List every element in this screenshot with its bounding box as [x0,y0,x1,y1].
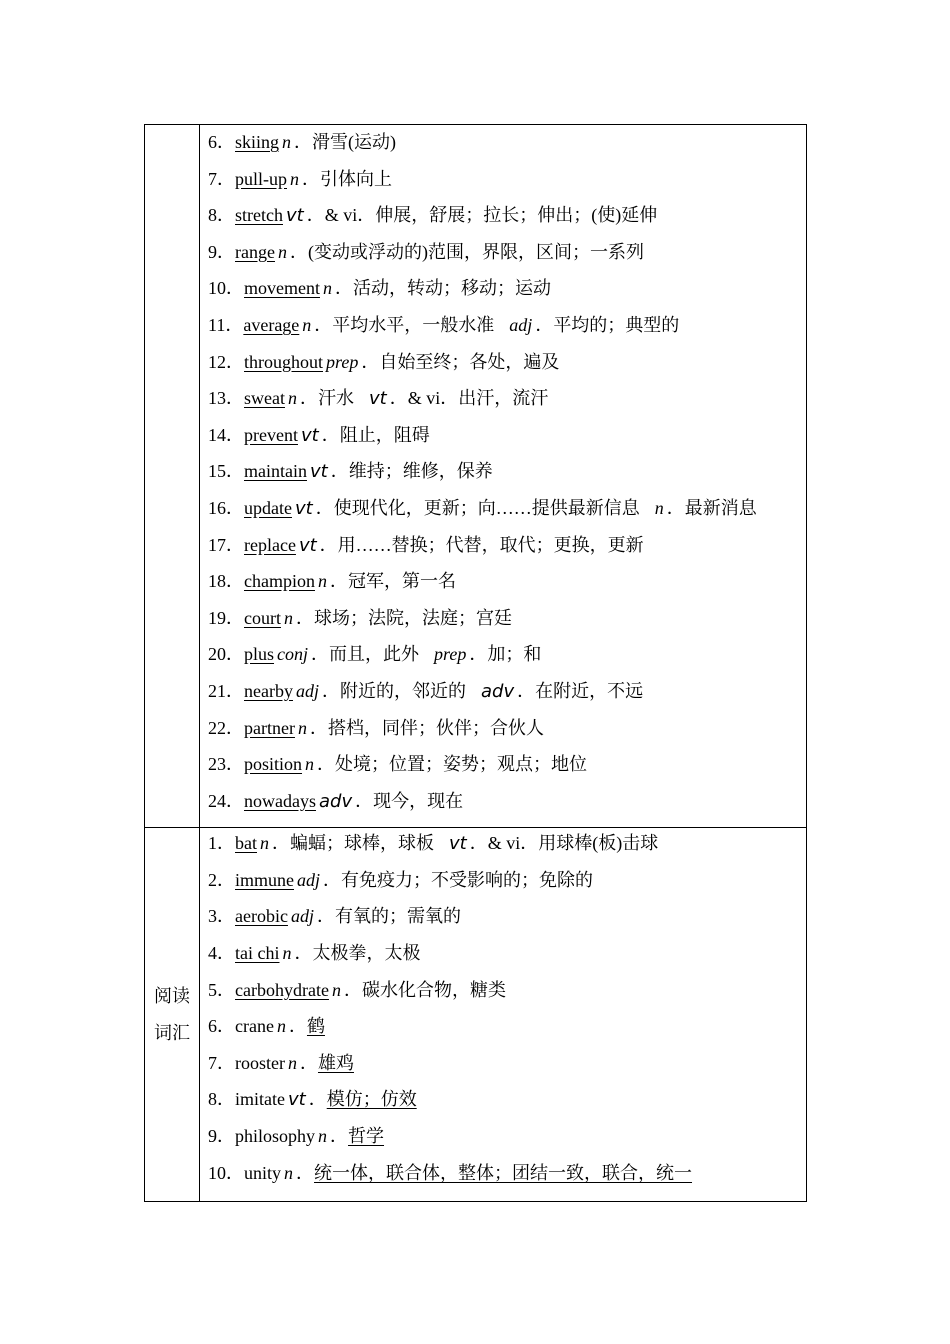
vocab-entry: 21．nearby adj ．附近的，邻近的 adv ．在附近，不远 [208,680,644,702]
part-of-speech: n [297,717,307,738]
entry-word: immune [235,869,294,890]
entry-meaning: 哲学 [348,1126,385,1147]
vocab-entry: 3．aerobic adj ．有氧的；需氧的 [208,906,461,927]
entry-meaning: 碳水化合物，糖类 [361,979,506,1000]
entry-meaning: & vi．伸展，舒展；拉长；伸出；(使)延伸 [324,205,658,226]
vocab-entry: 14．prevent vt ．阻止，阻碍 [208,424,430,446]
entry-meaning: 有氧的；需氧的 [334,906,461,927]
part-of-speech: vt [300,424,319,446]
entry-meaning: (变动或浮动的)范围，界限，区间；一系列 [307,241,644,262]
entry-word: update [244,497,292,518]
vocab-entry: 1．bat n ．蝙蝠；球棒，球板 vt ．& vi．用球棒(板)击球 [208,833,659,855]
entry-meaning: 自始至终；各处，遍及 [379,351,560,372]
vocab-entry: 16．update vt ．使现代化，更新；向……提供最新信息 n ．最新消息 [208,497,757,519]
entry-word: partner [244,717,295,738]
entry-number: 9． [208,1126,235,1147]
entry-number: 24． [208,790,244,811]
entry-word: philosophy [235,1126,316,1147]
entry-number: 11． [208,314,244,335]
vocab-entry: 2．immune adj ．有免疫力；不受影响的；免除的 [208,869,594,890]
entry-meaning: 有免疫力；不受影响的；免除的 [341,869,594,890]
part-of-speech: n [290,168,299,189]
part-of-speech: n [305,754,315,775]
part-of-speech: prep [434,644,467,665]
vocab-entry: 22．partner n ．搭档，同伴；伙伴；合伙人 [208,717,544,738]
entry-word: movement [244,278,320,299]
entry-meaning: 汗水 [317,388,354,409]
entry-word: maintain [244,461,307,482]
entry-meaning: 用……替换；代替，取代；更换，更新 [337,534,644,555]
vocab-entry: 10．unity n ．统一体，联合体，整体；团结一致，联合，统一 [208,1162,693,1183]
section-label-line: 阅读 [154,985,190,1006]
vocab-entry: 19．court n ．球场；法院，法庭；宫廷 [208,607,512,628]
entry-meaning: 现今，现在 [373,790,464,811]
vocab-entry: 13．sweat n ．汗水 vt ．& vi．出汗，流汗 [208,388,549,410]
entry-meaning: 在附近，不远 [535,680,644,701]
entry-word: court [244,607,281,628]
part-of-speech: adj [297,869,321,890]
part-of-speech: vt [309,461,328,483]
part-of-speech: n [331,979,341,1000]
vocab-entry: 4．tai chi n ．太极拳，太极 [208,943,421,964]
entry-word: skiing [235,132,280,152]
part-of-speech: n [287,388,297,409]
part-of-speech: n [282,943,292,964]
entry-number: 5． [208,979,235,1000]
entry-meaning: 鹤 [306,1016,325,1037]
entry-number: 17． [208,534,244,555]
entry-meaning: 雄鸡 [317,1052,354,1073]
entry-number: 21． [208,680,244,701]
entry-number: 7． [208,1052,235,1073]
vocab-entry: 6．crane n ．鹤 [208,1016,325,1037]
entry-meaning: 最新消息 [684,497,757,518]
part-of-speech: n [287,1052,297,1073]
vocab-entry: 18．champion n ．冠军，第一名 [208,571,456,592]
section-label [145,828,200,1202]
entry-meaning: 而且，此外 [329,644,420,665]
entry-word: sweat [244,388,285,409]
part-of-speech: adj [295,680,319,701]
part-of-speech: n [260,833,269,854]
entry-meaning: 平均水平，一般水准 [332,314,495,335]
entry-number: 8． [208,1089,235,1110]
entry-meaning: 处境；位置；姿势；观点；地位 [335,754,588,775]
entry-meaning: 太极拳，太极 [312,943,421,964]
vocab-entry: 15．maintain vt ．维持；维修，保养 [208,461,493,483]
entry-meaning: 引体向上 [320,168,392,189]
entry-word: imitate [235,1089,285,1110]
vocab-entry: 9．philosophy n ．哲学 [208,1126,385,1147]
section-row [145,828,807,1202]
entry-meaning: & vi．用球棒(板)击球 [487,833,659,854]
entry-word: range [235,241,275,262]
entry-meaning: 统一体，联合体，整体；团结一致，联合，统一 [314,1162,693,1183]
entry-word: throughout [244,351,323,372]
entry-meaning: 冠军，第一名 [347,571,456,592]
vocab-entry: 7．pull-up n ．引体向上 [208,168,392,189]
entry-meaning: & vi．出汗，流汗 [407,388,549,409]
entry-number: 10． [208,278,244,299]
entry-word: prevent [244,424,298,445]
vocab-entry: 20．plus conj ．而且，此外 prep ．加；和 [208,644,542,665]
entry-number: 7． [208,168,235,189]
vocab-entry: 7．rooster n ．雄鸡 [208,1052,354,1073]
entry-number: 13． [208,388,244,409]
vocab-entry: 12．throughout prep ．自始至终；各处，遍及 [208,351,560,372]
entry-word: position [244,754,303,775]
vocab-entry: 8．imitate vt ．模仿；仿效 [208,1089,417,1111]
entries-cell [200,828,807,1202]
part-of-speech: vt [368,388,387,410]
vocab-entry: 11．average n ．平均水平，一般水准 adj ．平均的；典型的 [208,314,680,335]
part-of-speech: n [318,1126,328,1147]
entry-meaning: 蝙蝠；球棒，球板 [290,833,434,854]
part-of-speech: n [322,278,332,299]
entry-word: stretch [235,205,283,226]
entry-meaning: 滑雪(运动) [312,132,397,152]
entry-word: carbohydrate [235,979,329,1000]
entry-number: 1． [208,833,235,854]
vocab-entry: 6．skiing n ．滑雪(运动) [208,132,397,152]
entry-word: crane [235,1016,274,1037]
part-of-speech: adv [481,680,515,702]
entry-number: 23． [208,754,244,775]
entry-word: nearby [244,680,293,701]
vocab-entry: 10．movement n ．活动，转动；移动；运动 [208,278,551,299]
entry-number: 14． [208,424,244,445]
entry-number: 12． [208,351,244,372]
entry-number: 15． [208,461,244,482]
entry-number: 22． [208,717,244,738]
entry-word: replace [244,534,296,555]
vocab-entry: 23．position n ．处境；位置；姿势；观点；地位 [208,754,588,775]
entry-number: 16． [208,497,244,518]
entry-number: 20． [208,644,244,665]
part-of-speech: adj [290,906,314,927]
entry-word: unity [244,1162,282,1183]
entry-number: 6． [208,132,235,152]
part-of-speech: adv [318,790,353,812]
entry-word: bat [235,833,257,854]
part-of-speech: vt [449,833,467,855]
entry-word: rooster [235,1052,285,1073]
entry-word: nowadays [244,790,316,811]
part-of-speech: n [317,571,327,592]
part-of-speech: n [276,1016,286,1037]
section-label-line: 词汇 [154,1022,190,1043]
vocab-entry: 17．replace vt ．用……替换；代替，取代；更换，更新 [208,534,644,556]
entry-number: 19． [208,607,244,628]
section-label [145,125,200,828]
entry-meaning: 加；和 [487,644,542,665]
entry-meaning: 维持；维修，保养 [348,461,493,482]
part-of-speech: adj [509,314,533,335]
entry-number: 4． [208,943,235,964]
entry-meaning: 模仿；仿效 [326,1089,417,1110]
entry-meaning: 球场；法院，法庭；宫廷 [313,607,512,628]
part-of-speech: vt [287,1089,306,1111]
entry-word: pull-up [235,168,287,189]
vocab-entry: 5．carbohydrate n ．碳水化合物，糖类 [208,979,506,1000]
entry-word: champion [244,571,315,592]
entry-meaning: 阻止，阻碍 [339,424,430,445]
vocab-entry: 8．stretch vt ．& vi．伸展，舒展；拉长；伸出；(使)延伸 [208,205,658,227]
entry-number: 2． [208,869,235,890]
part-of-speech: prep [326,351,359,372]
entry-meaning: 活动，转动；移动；运动 [352,278,551,299]
part-of-speech: n [654,497,664,518]
part-of-speech: n [283,607,293,628]
entry-number: 10． [208,1162,244,1183]
vocab-entry: 24．nowadays adv ．现今，现在 [208,790,464,812]
part-of-speech: vt [294,497,313,519]
entries-cell [200,125,807,828]
part-of-speech: conj [277,644,309,665]
vocabulary-table [144,124,807,1202]
entry-meaning: 使现代化，更新；向……提供最新信息 [333,497,640,518]
entry-number: 8． [208,205,235,226]
entry-meaning: 平均的；典型的 [553,314,680,335]
entry-number: 6． [208,1016,235,1037]
section-row [145,125,807,828]
entry-number: 3． [208,906,235,927]
entry-word: average [243,314,300,335]
entry-word: aerobic [235,906,288,927]
part-of-speech: n [282,132,292,152]
entry-number: 18． [208,571,244,592]
part-of-speech: n [277,241,287,262]
entry-word: plus [244,644,275,665]
part-of-speech: n [302,314,312,335]
entry-meaning: 附近的，邻近的 [340,680,466,701]
entry-word: tai chi [235,943,280,964]
part-of-speech: vt [298,534,317,556]
part-of-speech: n [284,1162,294,1183]
vocab-entry: 9．range n ．(变动或浮动的)范围，界限，区间；一系列 [208,241,644,262]
part-of-speech: vt [285,205,304,227]
entry-number: 9． [208,241,235,262]
entry-meaning: 搭档，同伴；伙伴；合伙人 [327,717,544,738]
